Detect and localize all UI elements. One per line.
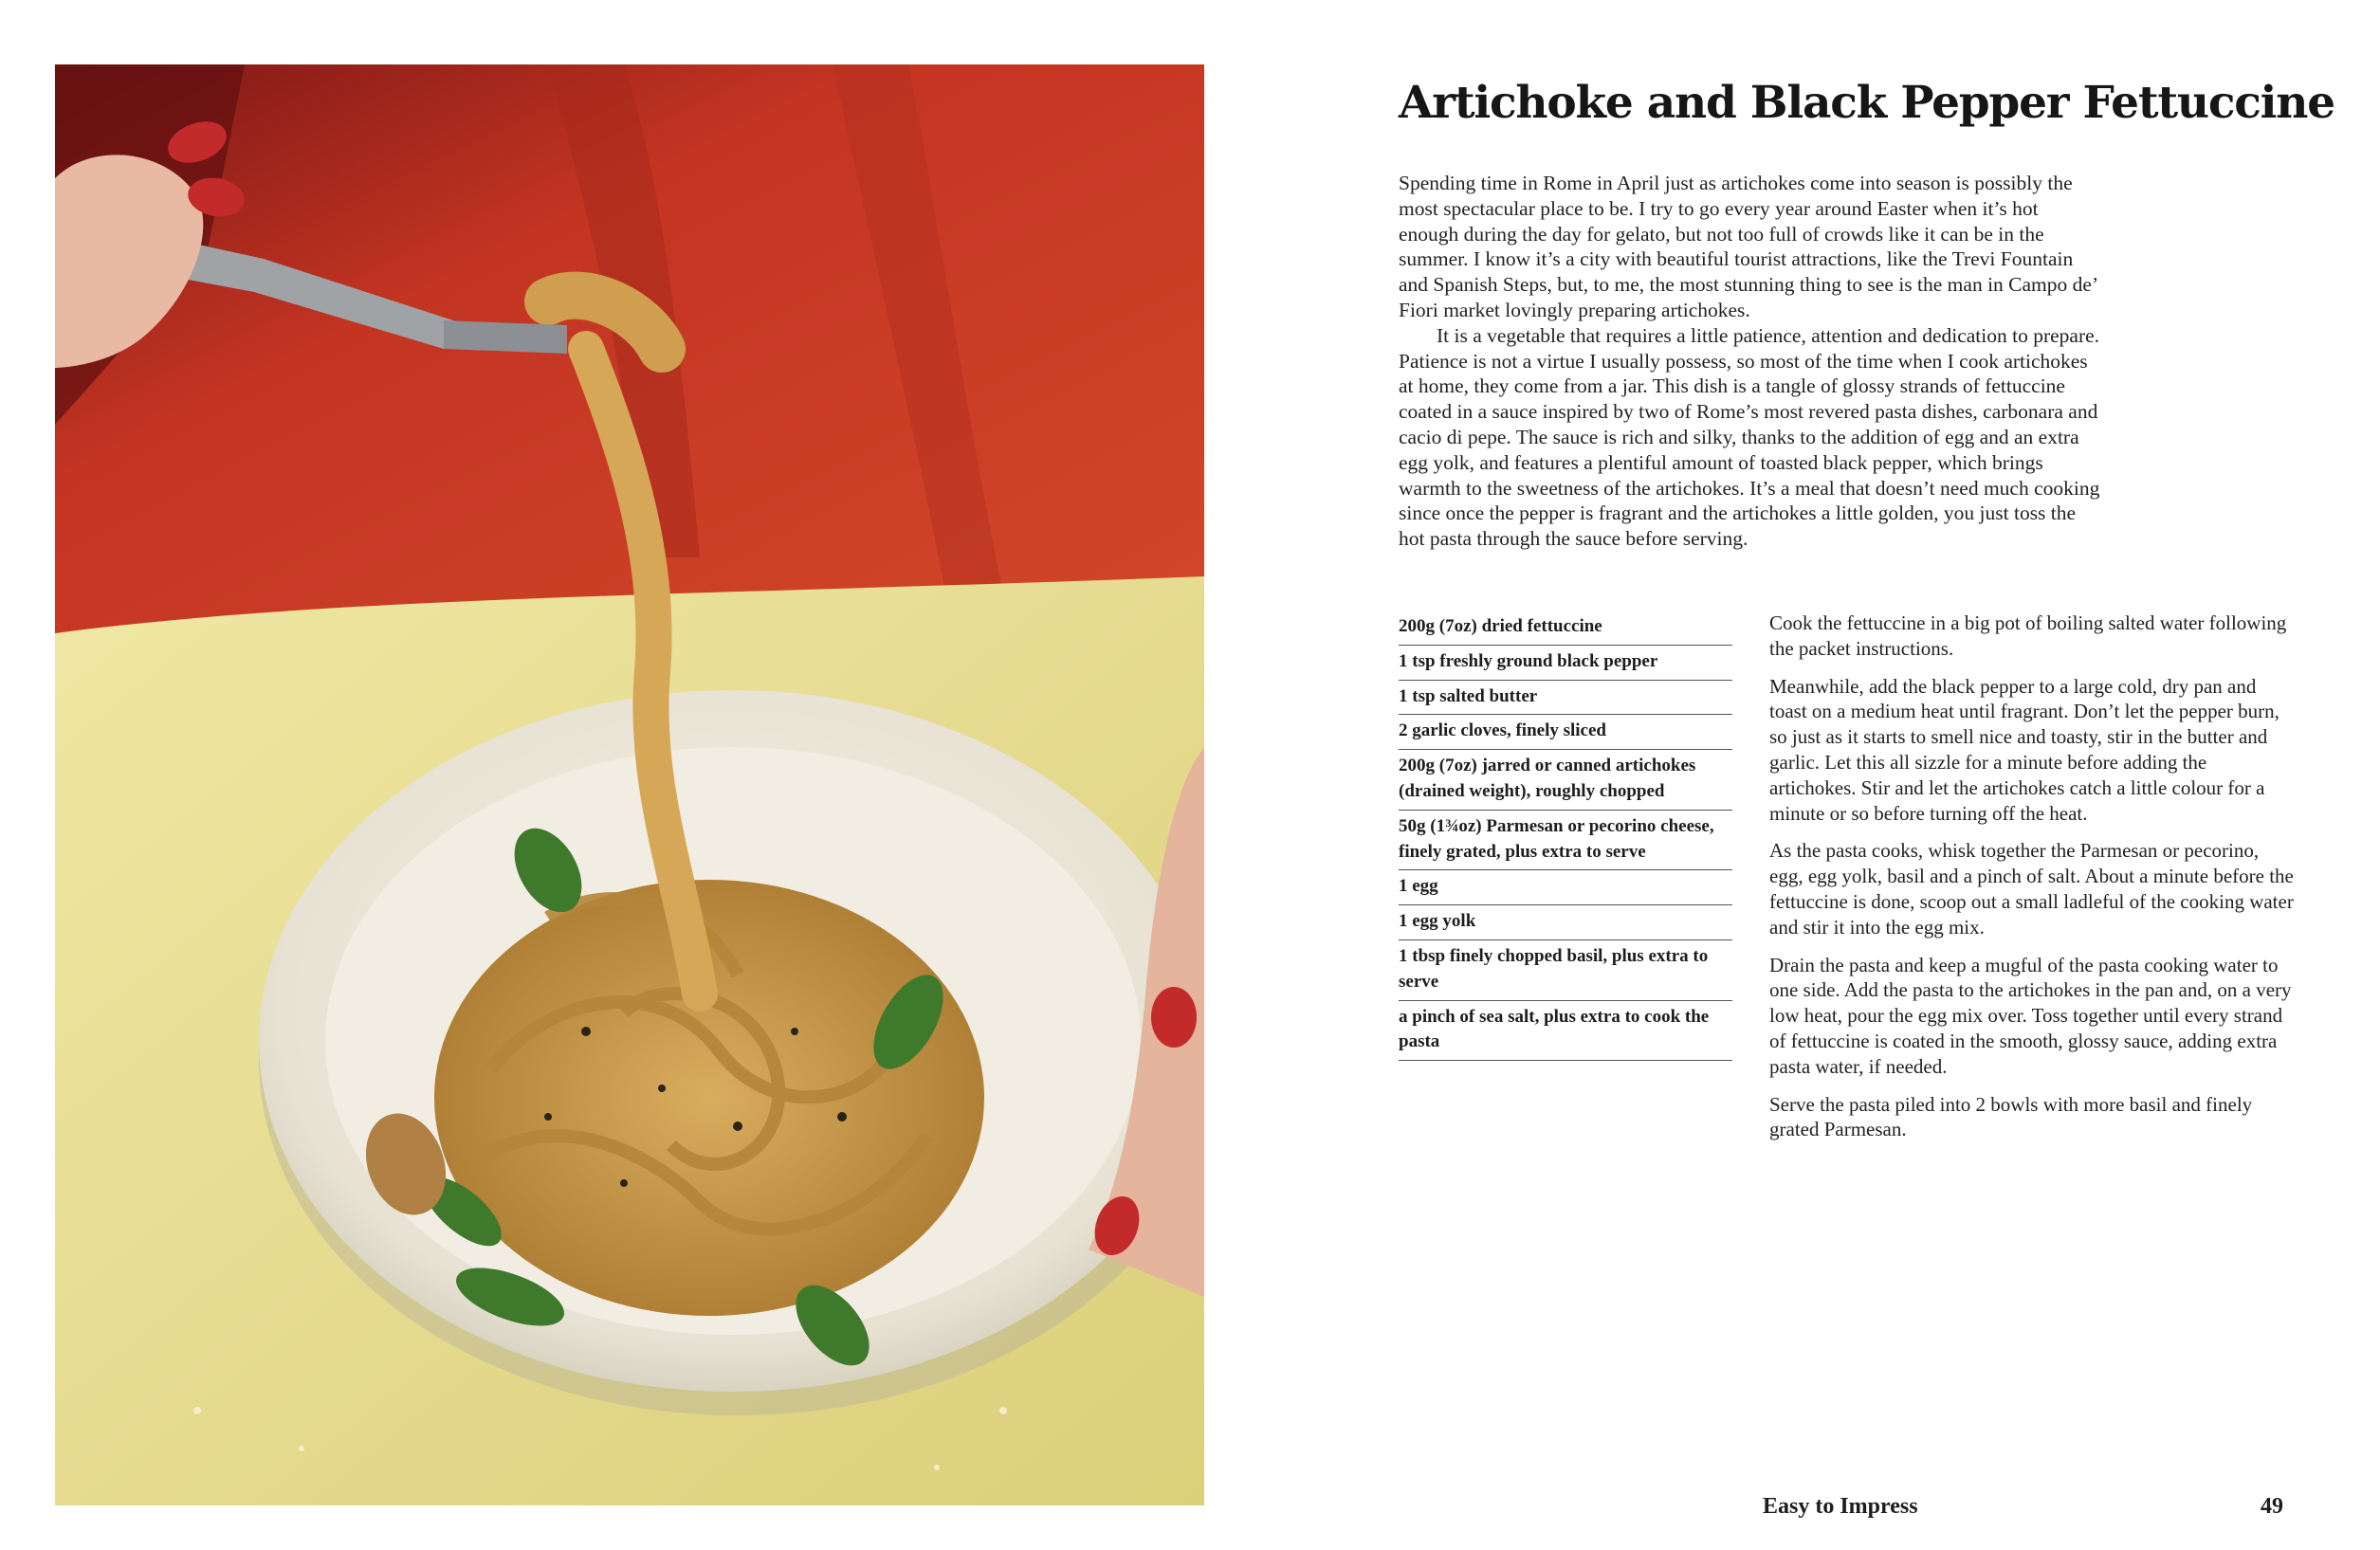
ingredient-item: 1 egg <box>1399 870 1732 905</box>
ingredient-item: 200g (7oz) dried fettuccine <box>1399 611 1732 646</box>
intro-paragraph: It is a vegetable that requires a little patience, attention and dedication to prepare. Patience is not a virtue I usually possess, so most of the time when I cook artichokes at home, they come from a jar. This dish is a tangle of glossy strands of fettuccine coated in a sauce inspired by two of Rome’s most revered pasta dishes, carbonara and cacio di pepe. The sauce is rich and silky, thanks to the addition of egg and an extra egg yolk, and features a plentiful amount of toasted black pepper, which brings warmth to the sweetness of the artichokes. It’s a meal that doesn’t need much cooking since once the pepper is fragrant and the artichokes a little golden, you just toss the hot pasta through the sauce before serving. <box>1399 323 2100 551</box>
section-title-footer: Easy to Impress <box>1763 1494 1918 1519</box>
recipe-intro <box>1399 171 2100 552</box>
page-number: 49 <box>2261 1494 2283 1519</box>
ingredient-item: 1 tsp freshly ground black pepper <box>1399 646 1732 681</box>
recipe-title: Artichoke and Black Pepper Fettuccine <box>1399 77 2334 129</box>
method-step: As the pasta cooks, whisk together the Parmesan or pecorino, egg, egg yolk, basil and a pinch of salt. About a minute before the fettuccine is done, scoop out a small ladleful of the cooking water and stir it into the egg mix. <box>1769 839 2294 939</box>
ingredient-item: 200g (7oz) jarred or canned artichokes (drained weight), roughly chopped <box>1399 750 1732 811</box>
ingredient-item: 2 garlic cloves, finely sliced <box>1399 715 1732 750</box>
ingredient-item: 50g (1¾oz) Parmesan or pecorino cheese, finely grated, plus extra to serve <box>1399 811 1732 871</box>
method-step: Drain the pasta and keep a mugful of the pasta cooking water to one side. Add the pasta to the artichokes in the pan and, on a very low heat, pour the egg mix over. Toss together until every strand of fettuccine is coated in the smooth, glossy sauce, adding extra pasta water, if needed. <box>1769 953 2292 1078</box>
method-step: Serve the pasta piled into 2 bowls with more basil and finely grated Parmesan. <box>1769 1092 2253 1141</box>
method-step: Meanwhile, add the black pepper to a large cold, dry pan and toast on a medium heat until fragrant. Don’t let the pepper burn, so just as it starts to smell nice and toasty, stir in the butter and garlic. Let this all sizzle for a minute before adding the artichokes. Stir and let the artichokes catch a little colour for a minute or so before turning off the heat. <box>1769 674 2279 825</box>
method-step: Cook the fettuccine in a big pot of boiling salted water following the packet instructions. <box>1769 611 2287 660</box>
ingredient-item: 1 egg yolk <box>1399 905 1732 940</box>
ingredients-list <box>1399 611 1732 1061</box>
recipe-photo <box>55 64 1204 1505</box>
recipe-method <box>1769 611 2297 1155</box>
intro-paragraph: Spending time in Rome in April just as artichokes come into season is possibly the most spectacular place to be. I try to go every year around Easter when it’s hot enough during the day for gelato, but not too full of crowds like it can be in the summer. I know it’s a city with beautiful tourist attractions, like the Trevi Fountain and Spanish Steps, but, to me, the most stunning thing to see is the man in Campo de’ Fiori market lovingly preparing artichokes. <box>1399 172 2097 321</box>
ingredient-item: 1 tbsp finely chopped basil, plus extra to serve <box>1399 940 1732 1001</box>
ingredient-item: 1 tsp salted butter <box>1399 681 1732 716</box>
ingredient-item: a pinch of sea salt, plus extra to cook the pasta <box>1399 1001 1732 1062</box>
